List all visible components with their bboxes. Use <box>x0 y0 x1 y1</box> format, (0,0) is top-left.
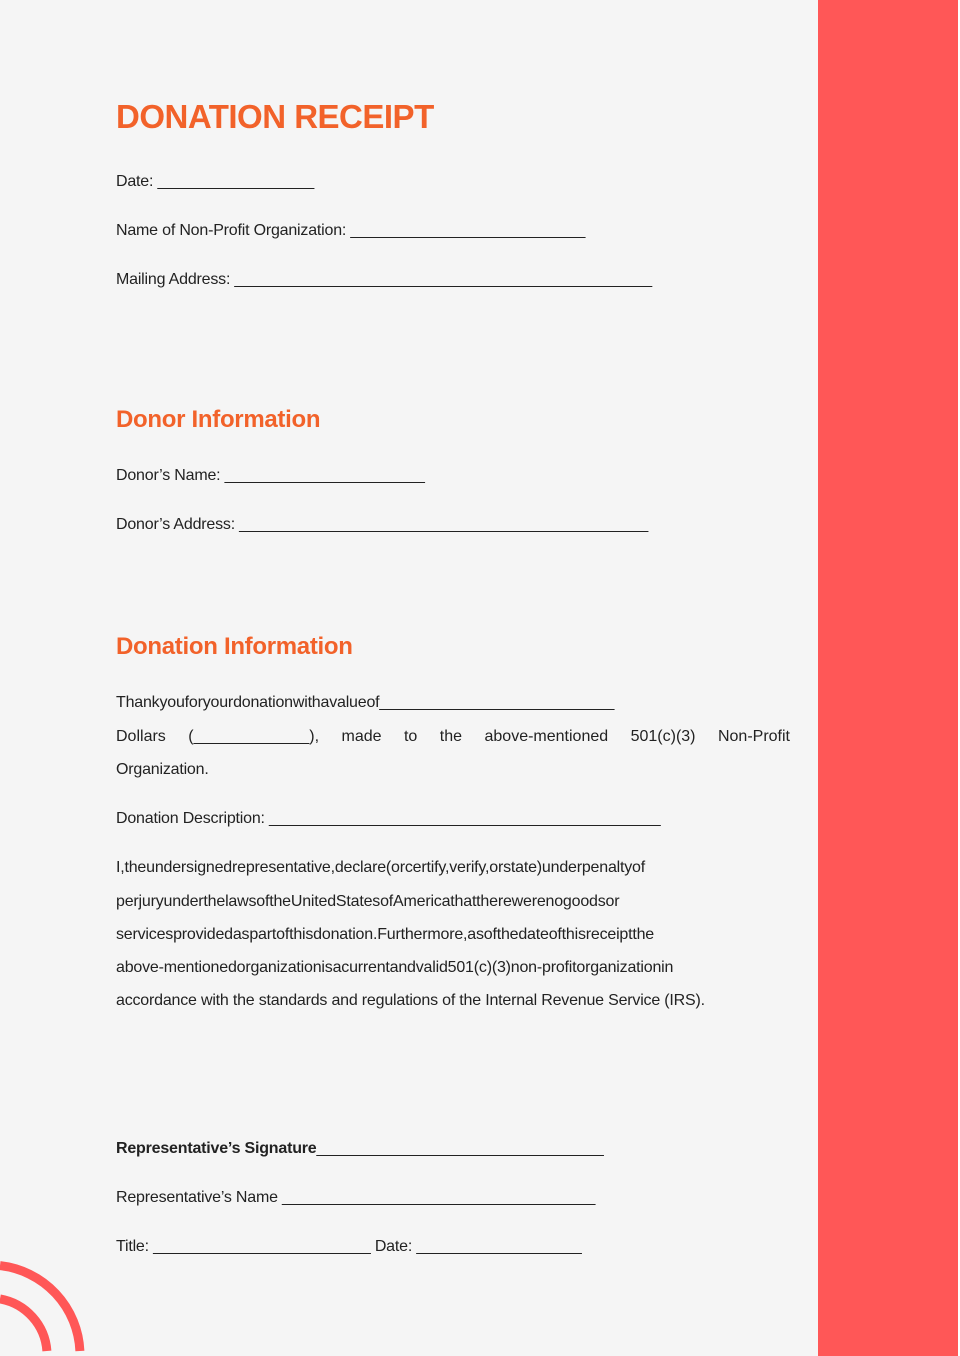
donation-heading: Donation Information <box>116 633 353 660</box>
signature-line[interactable]: _________________________________ <box>316 1140 604 1157</box>
declaration-line: perjuryunderthelawsoftheUnitedStatesofAmericathattherewerenogoodsor <box>116 893 620 910</box>
signature-field[interactable] <box>116 1140 604 1158</box>
declaration-line: accordance with the standards and regulations of the Internal Revenue Service (IRS). <box>116 992 705 1009</box>
decorative-side-bar <box>818 0 958 1356</box>
donation-text: Organization. <box>116 761 209 778</box>
mailing-address-field[interactable]: Mailing Address: ________________________________________________ <box>116 271 652 288</box>
declaration-line: I,theundersignedrepresentative,declare(orcertify,verify,orstate)underpenaltyof <box>116 859 645 876</box>
title-date-field[interactable]: Title: _________________________ Date: ___________________ <box>116 1238 582 1255</box>
donor-address-field[interactable]: Donor’s Address: _______________________________________________ <box>116 516 649 533</box>
donor-name-field[interactable]: Donor’s Name: _______________________ <box>116 467 425 484</box>
org-name-field[interactable]: Name of Non-Profit Organization: ___________________________ <box>116 222 586 239</box>
date-field[interactable]: Date: __________________ <box>116 173 315 190</box>
donor-heading: Donor Information <box>116 406 321 433</box>
donation-value-field[interactable]: Thankyouforyourdonationwithavalueof___________________________ <box>116 694 615 711</box>
declaration-line: servicesprovidedaspartofthisdonation.Furthermore,asofthedateofthisreceiptthe <box>116 926 655 943</box>
inner-ring <box>0 1299 47 1351</box>
decorative-rings <box>0 1230 100 1356</box>
page-title: DONATION RECEIPT <box>116 98 434 135</box>
declaration-line: above-mentionedorganizationisacurrentandvalid501(c)(3)non-profitorganizationin <box>116 959 674 976</box>
donation-description-field[interactable]: Donation Description: _____________________________________________ <box>116 810 661 827</box>
signature-label: Representative’s Signature <box>116 1140 317 1157</box>
representative-name-field[interactable]: Representative’s Name ____________________________________ <box>116 1189 596 1206</box>
donation-dollars-line[interactable]: Dollars (_____________), made to the above-mentioned 501(c)(3) Non-Profit <box>116 728 790 745</box>
